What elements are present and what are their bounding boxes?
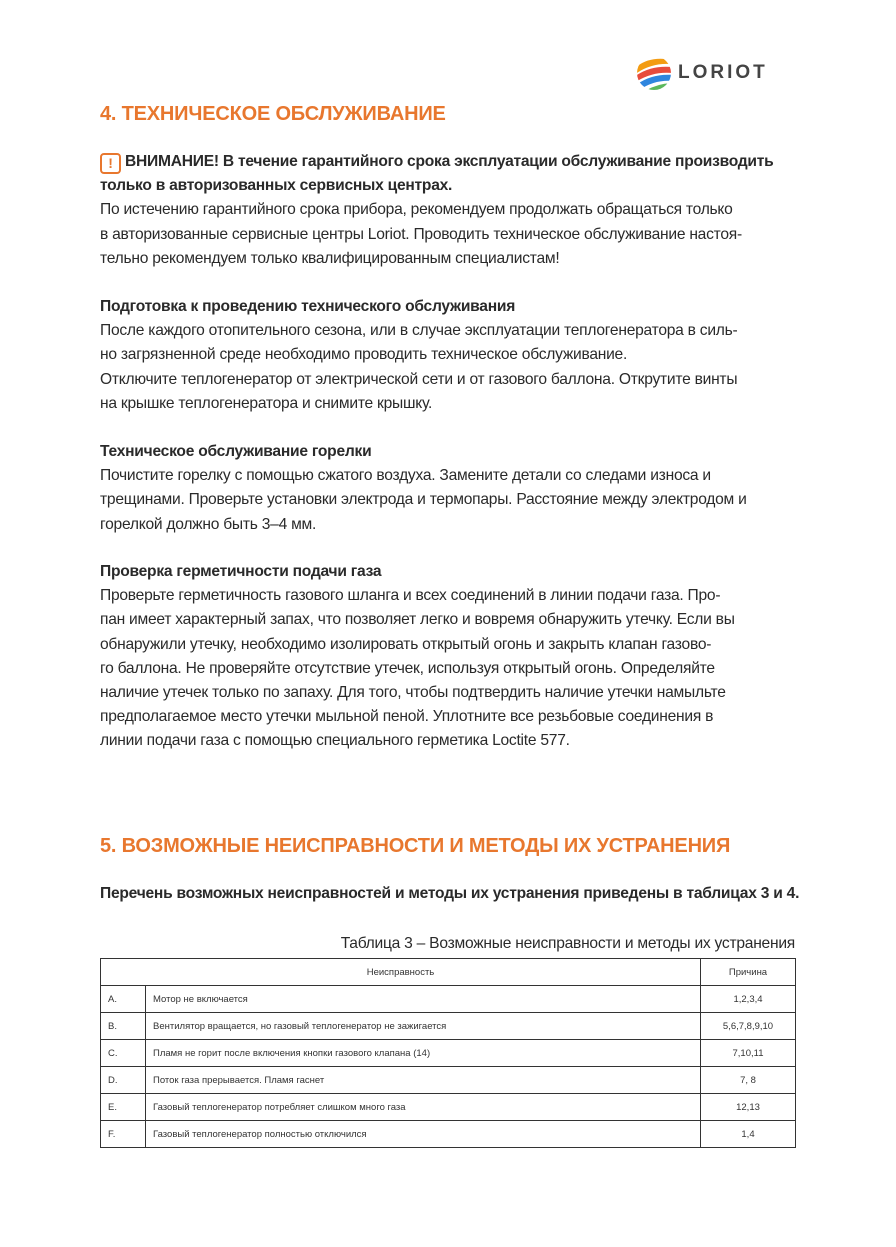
paragraph-line: Почистите горелку с помощью сжатого воздуха. Замените детали со следами износа и xyxy=(100,467,711,485)
faults-table xyxy=(100,958,796,1148)
row-cause: 7, 8 xyxy=(701,1067,796,1094)
logo-sphere-icon xyxy=(636,55,672,91)
paragraph-line: но загрязненной среде необходимо проводить техническое обслуживание. xyxy=(100,346,628,364)
row-cause: 1,4 xyxy=(701,1121,796,1148)
warning-text: ВНИМАНИЕ! В течение гарантийного срока эксплуатации обслуживание производить xyxy=(125,153,774,170)
section-4-title: 4. ТЕХНИЧЕСКОЕ ОБСЛУЖИВАНИЕ xyxy=(100,103,446,125)
table-row xyxy=(101,1013,796,1040)
logo-text: LORIOT xyxy=(678,62,768,83)
warning-block xyxy=(100,150,774,271)
paragraph-line: горелкой должно быть 3–4 мм. xyxy=(100,515,317,533)
subsection-gas-check xyxy=(100,560,735,754)
section-5-title: 5. ВОЗМОЖНЫЕ НЕИСПРАВНОСТИ И МЕТОДЫ ИХ УСТРАНЕНИЯ xyxy=(100,835,731,857)
row-id: D. xyxy=(101,1067,146,1094)
row-fault: Вентилятор вращается, но газовый теплогенератор не зажигается xyxy=(146,1013,701,1040)
table-row xyxy=(101,1067,796,1094)
paragraph-line: Проверьте герметичность газового шланга и всех соединений в линии подачи газа. Про- xyxy=(100,587,721,605)
row-cause: 1,2,3,4 xyxy=(701,986,796,1013)
paragraph-line: предполагаемое место утечки мыльной пеной. Уплотните все резьбовые соединения в xyxy=(100,708,714,726)
warning-line xyxy=(100,150,774,174)
subsection-title: Подготовка к проведению технического обслуживания xyxy=(100,298,516,315)
paragraph-line: в авторизованные сервисные центры Loriot. Проводить техническое обслуживание настоя- xyxy=(100,225,742,243)
subsection-burner xyxy=(100,440,747,537)
loriot-logo xyxy=(636,55,768,91)
subsection-title: Техническое обслуживание горелки xyxy=(100,443,372,460)
warning-line: только в авторизованных сервисных центрах. xyxy=(100,177,453,195)
row-cause: 5,6,7,8,9,10 xyxy=(701,1013,796,1040)
row-id: E. xyxy=(101,1094,146,1121)
table-row xyxy=(101,986,796,1013)
paragraph-line: го баллона. Не проверяйте отсутствие утечек, используя открытый огонь. Определяйте xyxy=(100,659,715,677)
paragraph-line: Отключите теплогенератор от электрической сети и от газового баллона. Открутите винты xyxy=(100,370,738,388)
row-id: C. xyxy=(101,1040,146,1067)
row-id: A. xyxy=(101,986,146,1013)
paragraph-line: После каждого отопительного сезона, или в случае эксплуатации теплогенератора в силь- xyxy=(100,322,738,340)
paragraph-line: пан имеет характерный запах, что позволяет легко и вовремя обнаружить утечку. Если вы xyxy=(100,611,735,629)
row-cause: 7,10,11 xyxy=(701,1040,796,1067)
row-fault: Пламя не горит после включения кнопки газового клапана (14) xyxy=(146,1040,701,1067)
header-fault: Неисправность xyxy=(101,959,701,986)
row-cause: 12,13 xyxy=(701,1094,796,1121)
paragraph-line: трещинами. Проверьте установки электрода и термопары. Расстояние между электродом и xyxy=(100,491,747,509)
paragraph-line: обнаружили утечку, необходимо изолировать открытый огонь и закрыть клапан газово- xyxy=(100,635,712,653)
paragraph-line: По истечению гарантийного срока прибора, рекомендуем продолжать обращаться только xyxy=(100,201,733,219)
row-fault: Газовый теплогенератор полностью отключился xyxy=(146,1121,701,1148)
subsection-title: Проверка герметичности подачи газа xyxy=(100,563,382,580)
paragraph-line: наличие утечек только по запаху. Для того, чтобы подтвердить наличие утечки намыльте xyxy=(100,684,726,702)
row-id: F. xyxy=(101,1121,146,1148)
warning-icon: ! xyxy=(100,153,121,174)
row-fault: Мотор не включается xyxy=(146,986,701,1013)
section-5-intro: Перечень возможных неисправностей и методы их устранения приведены в таблицах 3 и 4. xyxy=(100,885,800,902)
row-fault: Газовый теплогенератор потребляет слишком много газа xyxy=(146,1094,701,1121)
table-header-row xyxy=(101,959,796,986)
table-row xyxy=(101,1121,796,1148)
subsection-preparation xyxy=(100,295,737,416)
table-row xyxy=(101,1040,796,1067)
table-caption: Таблица 3 – Возможные неисправности и методы их устранения xyxy=(340,935,795,952)
header-cause: Причина xyxy=(701,959,796,986)
row-id: B. xyxy=(101,1013,146,1040)
paragraph-line: линии подачи газа с помощью специального герметика Loctite 577. xyxy=(100,732,570,750)
table-row xyxy=(101,1094,796,1121)
paragraph-line: на крышке теплогенератора и снимите крышку. xyxy=(100,394,433,412)
row-fault: Поток газа прерывается. Пламя гаснет xyxy=(146,1067,701,1094)
paragraph-line: тельно рекомендуем только квалифицированным специалистам! xyxy=(100,249,560,267)
